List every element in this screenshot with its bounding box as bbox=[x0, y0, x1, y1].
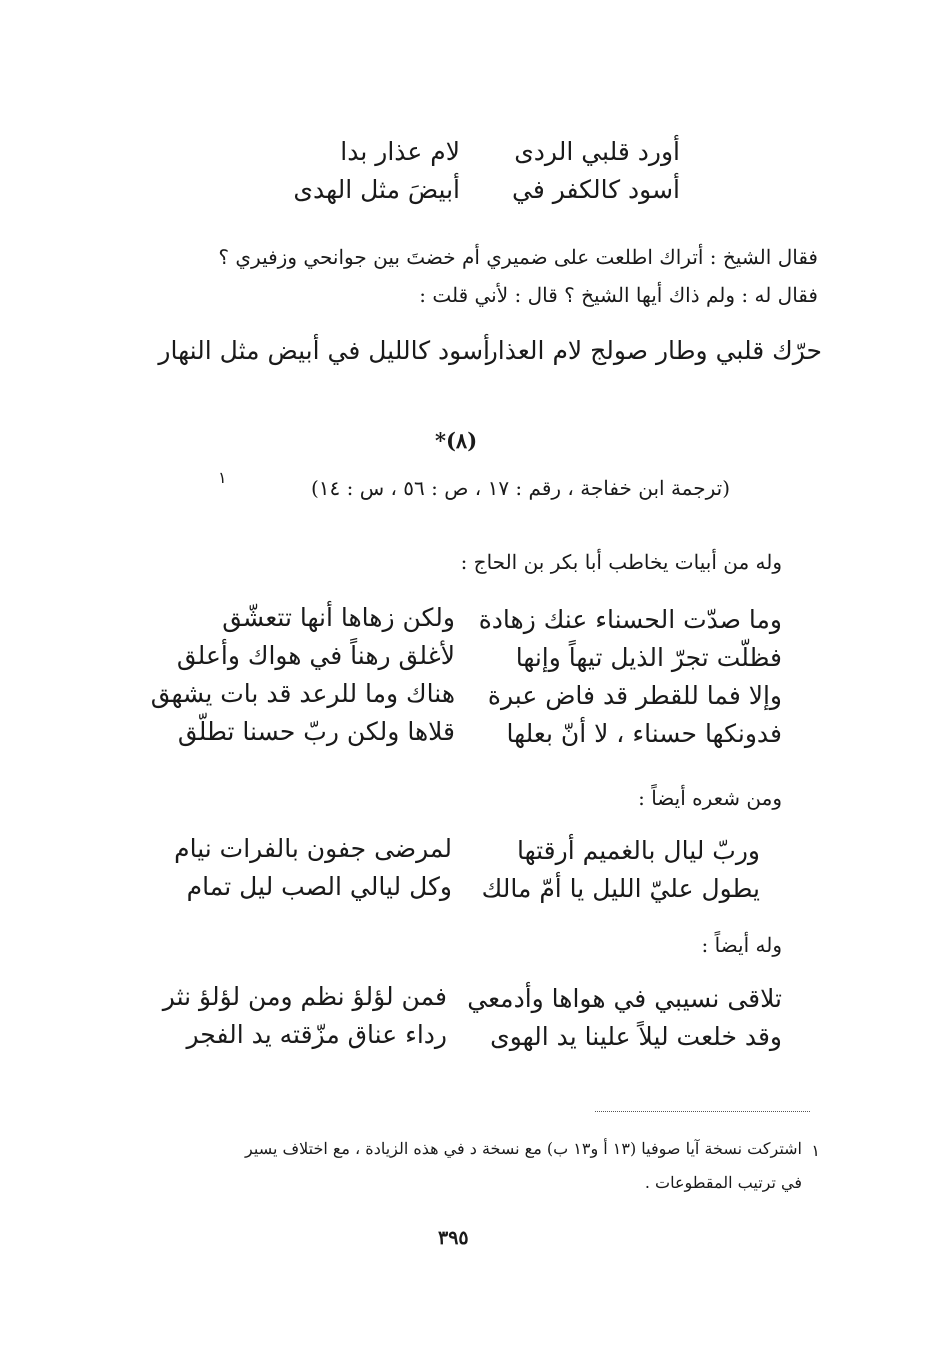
source-footnote-mark: ١ bbox=[218, 468, 227, 487]
poem1-line-2-right: فظلّت تجرّ الذيل تيهاً وإنها bbox=[515, 643, 782, 672]
poem1-line-1-left: ولكن زهاها أنها تتعشّق bbox=[222, 603, 455, 632]
poem3-line-1-right: تلاقى نسيبي في هواها وأدمعي bbox=[467, 984, 782, 1013]
poem1-line-2-left: لأغلق رهناً في هواك وأعلق bbox=[176, 641, 455, 670]
poem2-line-2-left: وكل ليالي الصب ليل تمام bbox=[186, 872, 452, 901]
poem2-line-1-right: وربّ ليال بالغميم أرقتها bbox=[516, 836, 760, 865]
intro-1: وله من أبيات يخاطب أبا بكر بن الحاج : bbox=[460, 550, 782, 574]
opening-poem-line-2-left: أبيضَ مثل الهدى bbox=[293, 175, 460, 204]
poem1-line-3-right: وإلا فما للقطر قد فاض عبرة bbox=[487, 681, 782, 710]
intro-2: ومن شعره أيضاً : bbox=[638, 786, 782, 810]
page-number: ٣٩٥ bbox=[438, 1227, 469, 1249]
opening-poem-line-1-left: لام عذار بدا bbox=[340, 137, 460, 166]
footnote-number: ١ bbox=[811, 1141, 820, 1160]
poem-line-right: حرّك قلبي وطار صولج لام العذار bbox=[485, 336, 822, 365]
prose-line-2: فقال له : ولم ذاك أيها الشيخ ؟ قال : لأني قلت : bbox=[419, 283, 818, 307]
section-heading: (٨)* bbox=[435, 428, 478, 453]
poem1-line-4-right: فدونكها حسناء ، لا أنّ بعلها bbox=[506, 719, 782, 748]
poem2-line-2-right: يطول عليّ الليل يا أمّ مالك bbox=[481, 874, 760, 903]
poem3-line-1-left: فمن لؤلؤ نظم ومن لؤلؤ نثر bbox=[162, 982, 447, 1011]
footnote-line-2: في ترتيب المقطوعات . bbox=[644, 1173, 802, 1192]
poem1-line-4-left: قلاها ولكن ربّ حسنا تطلّق bbox=[177, 717, 455, 746]
poem1-line-3-left: هناك وما للرعد قد بات يشهق bbox=[150, 679, 455, 708]
poem3-line-2-left: رداء عناق مزّقته يد الفجر bbox=[186, 1020, 447, 1049]
intro-3: وله أيضاً : bbox=[701, 933, 782, 957]
poem3-line-2-right: وقد خلعت ليلاً علينا يد الهوى bbox=[490, 1022, 782, 1051]
poem-line-left: أسود كالليل في أبيض مثل النهار bbox=[158, 336, 490, 365]
prose-line-1: فقال الشيخ : أتراك اطلعت على ضميري أم خضتَ بين جوانحي وزفيري ؟ bbox=[218, 245, 818, 269]
footnote-line-1: اشتركت نسخة آيا صوفيا (١٣ أ و١٣ ب) مع نسخة د في هذه الزيادة ، مع اختلاف يسير bbox=[245, 1139, 802, 1158]
opening-poem-line-2-right: أسود كالكفر في bbox=[511, 175, 680, 204]
poem1-line-1-right: وما صدّت الحسناء عنك زهادة bbox=[478, 605, 782, 634]
section-source: (ترجمة ابن خفاجة ، رقم : ١٧ ، ص : ٥٦ ، س : ١٤) bbox=[310, 476, 730, 500]
opening-poem-line-1-right: أورد قلبي الردى bbox=[514, 137, 680, 166]
footnote-separator bbox=[595, 1111, 810, 1112]
poem2-line-1-left: لمرضى جفون بالفرات نيام bbox=[174, 834, 452, 863]
